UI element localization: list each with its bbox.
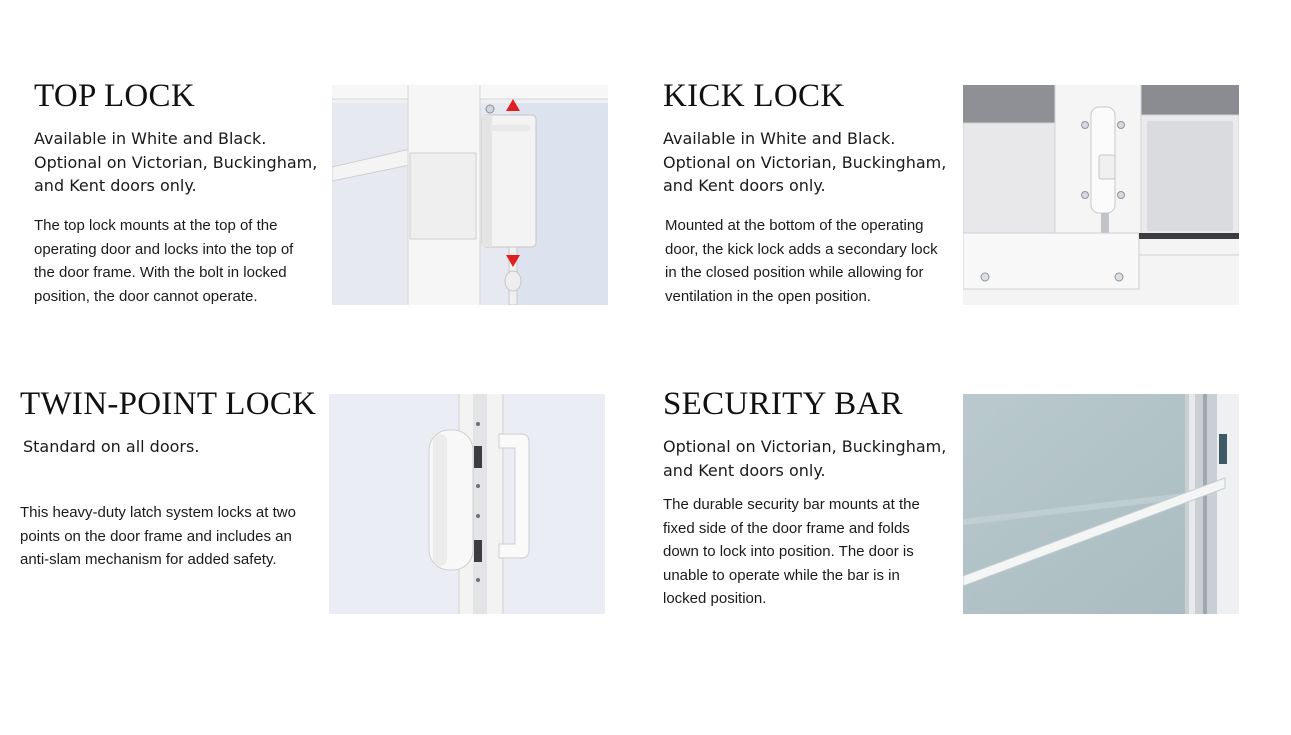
kick-lock-title: KICK LOCK — [663, 78, 845, 114]
availability-line: and Kent doors only. — [663, 176, 826, 195]
description-line: locked position. — [663, 590, 767, 607]
security-bar-photo — [963, 394, 1239, 614]
security-bar-description — [663, 493, 920, 611]
availability-line: Standard on all doors. — [23, 437, 200, 456]
description-line: This heavy-duty latch system locks at two — [20, 504, 296, 521]
security-bar-title: SECURITY BAR — [663, 386, 903, 422]
kick-lock-availability — [663, 127, 946, 198]
description-line: The durable security bar mounts at the — [663, 496, 920, 513]
twin-point-lock-availability — [23, 435, 199, 459]
kick-lock-photo — [963, 85, 1239, 305]
description-line: points on the door frame and includes an — [20, 527, 292, 545]
availability-line: and Kent doors only. — [663, 460, 826, 480]
top-lock-availability — [34, 127, 317, 198]
availability-line: Available in White and Black. — [34, 129, 267, 148]
description-line: the door frame. With the bolt in locked — [34, 264, 287, 281]
availability-line: Optional on Victorian, Buckingham, — [663, 152, 947, 172]
availability-line: Optional on Victorian, Buckingham, — [34, 152, 318, 172]
top-lock-title: TOP LOCK — [34, 78, 196, 114]
twin-point-lock-description — [20, 501, 296, 572]
description-line: unable to operate while the bar is in — [663, 566, 900, 584]
top-lock-photo — [332, 85, 608, 305]
top-lock-description — [34, 214, 293, 308]
description-line: ventilation in the open position. — [665, 287, 871, 305]
twin-point-lock-photo — [329, 394, 605, 614]
security-bar-availability — [663, 435, 946, 482]
description-line: door, the kick lock adds a secondary lock — [665, 240, 938, 258]
description-line: fixed side of the door frame and folds — [663, 519, 910, 537]
availability-line: Optional on Victorian, Buckingham, — [663, 437, 947, 456]
twin-point-lock-title: TWIN-POINT LOCK — [20, 386, 317, 422]
availability-line: and Kent doors only. — [34, 176, 197, 195]
description-line: in the closed position while allowing for — [665, 264, 924, 281]
description-line: anti-slam mechanism for added safety. — [20, 551, 277, 568]
description-line: operating door and locks into the top of — [34, 240, 294, 258]
availability-line: Available in White and Black. — [663, 129, 896, 148]
kick-lock-description — [665, 214, 938, 308]
description-line: down to lock into position. The door is — [663, 543, 914, 560]
description-line: The top lock mounts at the top of the — [34, 217, 278, 234]
description-line: Mounted at the bottom of the operating — [665, 217, 924, 234]
description-line: position, the door cannot operate. — [34, 287, 258, 305]
